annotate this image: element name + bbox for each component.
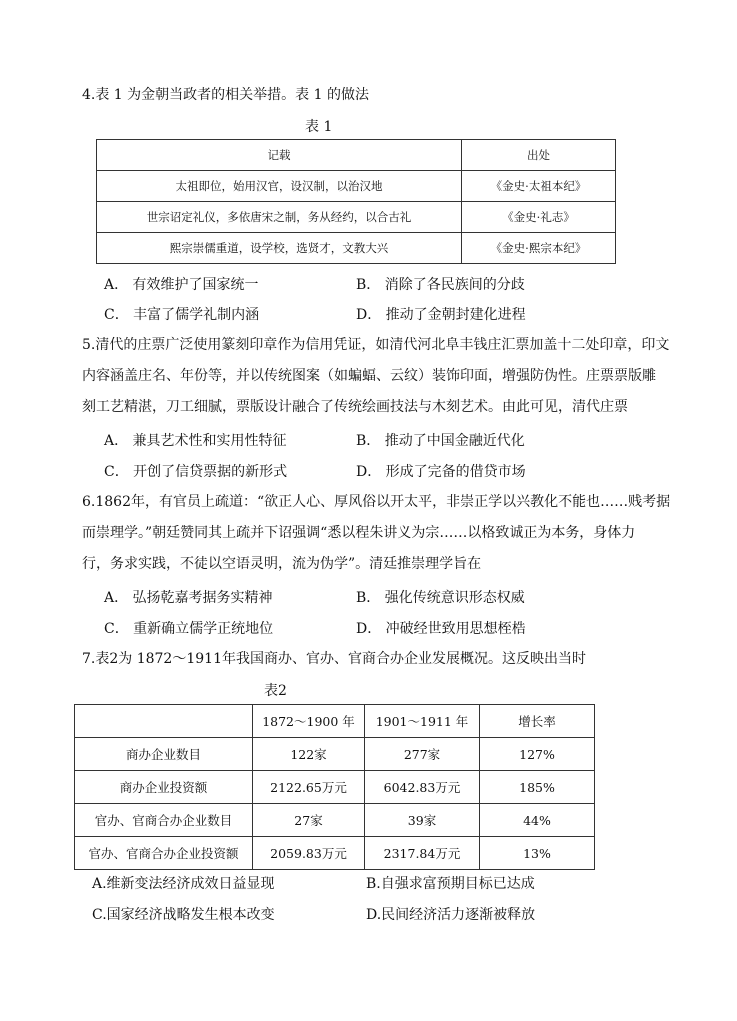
table-row bbox=[75, 738, 595, 771]
table1-title: 表 1 bbox=[305, 119, 333, 135]
table-header-cell: 出处 bbox=[462, 140, 616, 171]
q5-line: 刻工艺精湛，刀工细腻，票版设计融合了传统绘画技法与木刻艺术。由此可见，清代庄票 bbox=[82, 399, 628, 415]
table-header-row bbox=[75, 705, 595, 738]
q6-option-b[interactable]: B． 强化传统意识形态权威 bbox=[356, 590, 525, 606]
q7-option-b[interactable]: B.自强求富预期目标已达成 bbox=[366, 876, 535, 892]
table-cell: 商办企业投资额 bbox=[75, 771, 253, 804]
q6-option-a[interactable]: A． 弘扬乾嘉考据务实精神 bbox=[104, 590, 273, 606]
table-cell: 39家 bbox=[365, 804, 480, 837]
q5-stem bbox=[82, 330, 669, 423]
q6-option-d[interactable]: D． 冲破经世致用思想桎梏 bbox=[356, 621, 526, 637]
table-cell: 13% bbox=[480, 837, 595, 870]
table-cell: 2317.84万元 bbox=[365, 837, 480, 870]
q6-line: 而崇理学。”朝廷赞同其上疏并下诏强调“悉以程朱讲义为宗……以格致诚正为本务，身体力 bbox=[82, 525, 636, 541]
table-row bbox=[75, 804, 595, 837]
table-cell: 《金史·熙宗本纪》 bbox=[462, 233, 616, 264]
q4-stem: 4.表 1 为金朝当政者的相关举措。表 1 的做法 bbox=[82, 87, 369, 103]
table-cell: 277家 bbox=[365, 738, 480, 771]
table-cell: 官办、官商合办企业投资额 bbox=[75, 837, 253, 870]
q5-option-a[interactable]: A． 兼具艺术性和实用性特征 bbox=[104, 433, 287, 449]
table-header-cell: 记载 bbox=[97, 140, 462, 171]
table-header-cell: 1901～1911 年 bbox=[365, 705, 480, 738]
table-cell: 185% bbox=[480, 771, 595, 804]
table-cell: 2122.65万元 bbox=[253, 771, 365, 804]
table-header-cell bbox=[75, 705, 253, 738]
q7-stem: 7.表2为 1872～1911年我国商办、官办、官商合办企业发展概况。这反映出当时 bbox=[82, 651, 586, 667]
q5-option-d[interactable]: D． 形成了完备的借贷市场 bbox=[356, 464, 526, 480]
table2-title: 表2 bbox=[264, 683, 287, 699]
q5-option-b[interactable]: B． 推动了中国金融近代化 bbox=[356, 433, 525, 449]
table-cell: 6042.83万元 bbox=[365, 771, 480, 804]
table-header-cell: 1872～1900 年 bbox=[253, 705, 365, 738]
table-row bbox=[97, 202, 616, 233]
table-cell: 官办、官商合办企业数目 bbox=[75, 804, 253, 837]
q6-stem bbox=[82, 487, 670, 580]
table-row bbox=[75, 837, 595, 870]
table-cell: 《金史·礼志》 bbox=[462, 202, 616, 233]
table-cell: 27家 bbox=[253, 804, 365, 837]
table1 bbox=[96, 139, 616, 264]
table-cell: 122家 bbox=[253, 738, 365, 771]
table-cell: 2059.83万元 bbox=[253, 837, 365, 870]
table-row bbox=[75, 771, 595, 804]
q4-option-a[interactable]: A． 有效维护了国家统一 bbox=[104, 277, 259, 293]
q6-line: 6.1862年，有官员上疏道：“欲正人心、厚风俗以开太平，非崇正学以兴教化不能也……贱考据 bbox=[82, 494, 671, 510]
table-header-cell: 增长率 bbox=[480, 705, 595, 738]
q7-option-d[interactable]: D.民间经济活力逐渐被释放 bbox=[366, 907, 536, 923]
table-cell: 127% bbox=[480, 738, 595, 771]
q7-option-c[interactable]: C.国家经济战略发生根本改变 bbox=[92, 907, 275, 923]
table-row bbox=[97, 171, 616, 202]
table-cell: 世宗诏定礼仪，多依唐宋之制，务从经约，以合古礼 bbox=[97, 202, 462, 233]
table-cell: 太祖即位，始用汉官，设汉制，以治汉地 bbox=[97, 171, 462, 202]
q4-option-c[interactable]: C． 丰富了儒学礼制内涵 bbox=[104, 307, 260, 323]
table-cell: 商办企业数目 bbox=[75, 738, 253, 771]
q4-option-d[interactable]: D． 推动了金朝封建化进程 bbox=[356, 307, 526, 323]
q5-line: 5.清代的庄票广泛使用篆刻印章作为信用凭证，如清代河北阜丰钱庄汇票加盖十二处印章，印文 bbox=[82, 337, 670, 353]
table-cell: 熙宗崇儒重道，设学校，选贤才，文教大兴 bbox=[97, 233, 462, 264]
q5-option-c[interactable]: C． 开创了信贷票据的新形式 bbox=[104, 464, 288, 480]
table-row bbox=[97, 233, 616, 264]
q5-line: 内容涵盖庄名、年份等，并以传统图案（如蝙蝠、云纹）装饰印面，增强防伪性。庄票票版雕 bbox=[82, 368, 656, 384]
q7-option-a[interactable]: A.维新变法经济成效日益显现 bbox=[92, 876, 275, 892]
table-cell: 44% bbox=[480, 804, 595, 837]
table2 bbox=[74, 704, 595, 870]
q6-line: 行，务求实践，不徒以空语灵明，流为伪学”。清廷推崇理学旨在 bbox=[82, 556, 482, 572]
table-header-row bbox=[97, 140, 616, 171]
table-cell: 《金史·太祖本纪》 bbox=[462, 171, 616, 202]
q4-option-b[interactable]: B． 消除了各民族间的分歧 bbox=[356, 277, 525, 293]
q6-option-c[interactable]: C． 重新确立儒学正统地位 bbox=[104, 621, 274, 637]
